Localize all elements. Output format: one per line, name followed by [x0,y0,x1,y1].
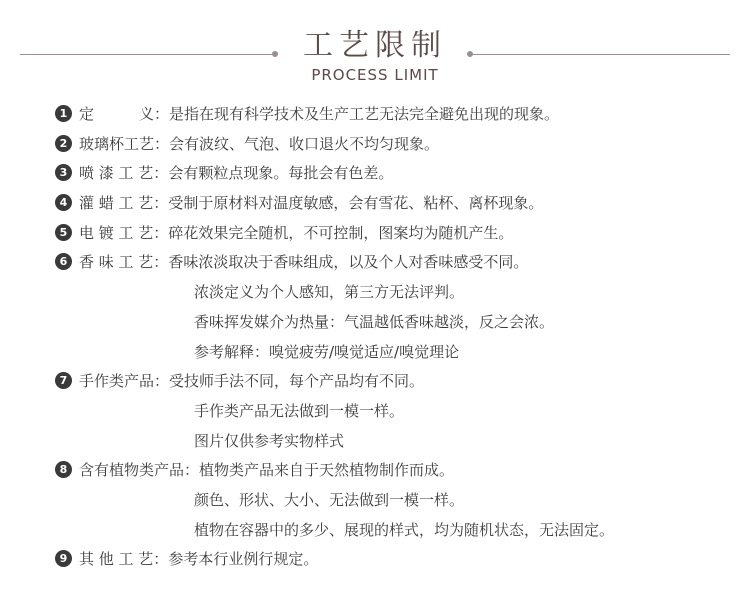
item-label: 定 义： [79,105,170,123]
number-badge: 9 [55,550,72,567]
limit-item-handmade [55,367,735,456]
number-badge: 3 [55,164,72,181]
item-description-continued: 浓淡定义为个人感知，第三方无法评判。 [194,283,465,302]
number-badge: 1 [55,105,72,122]
number-badge: 8 [55,461,72,478]
item-description-continued: 香味挥发媒介为热量：气温越低香味越淡，反之会浓。 [194,312,555,331]
right-divider-line [473,54,730,55]
item-label: 含有植物类产品： [79,461,200,480]
limit-item-definition [55,100,735,130]
item-description-continued: 植物在容器中的多少、展现的样式，均为随机状态，无法固定。 [194,520,615,539]
item-description: 会有波纹、气泡、收口退火不均匀现象。 [169,134,440,153]
header [0,0,750,95]
item-label: 电 镀 工 艺： [79,223,169,242]
limit-item-electroplating [55,219,735,249]
item-description: 参考本行业例行规定。 [168,550,319,569]
item-description: 会有颗粒点现象。每批会有色差。 [168,164,394,183]
item-description: 植物类产品来自于天然植物制作而成。 [199,461,455,480]
item-description-continued: 图片仅供参考实物样式 [194,431,345,450]
item-description: 碎花效果完全随机，不可控制，图案均为随机产生。 [168,223,514,242]
limit-list [55,100,735,575]
item-label: 灌 蜡 工 艺： [79,194,169,213]
page-subtitle: PROCESS LIMIT [311,66,439,84]
number-badge: 7 [55,372,72,389]
limit-item-glass [55,130,735,160]
number-badge: 5 [55,224,72,241]
item-description: 是指在现有科学技术及生产工艺无法完全避免出现的现象。 [169,105,560,123]
item-description-continued: 手作类产品无法做到一模一样。 [194,401,405,420]
number-badge: 4 [55,194,72,211]
limit-item-plant-products [55,456,735,545]
item-description: 受制于原材料对温度敏感，会有雪花、粘杯、离杯现象。 [168,194,544,213]
limit-item-spray-paint [55,159,735,189]
item-label: 玻璃杯工艺： [79,134,170,153]
item-description: 香味浓淡取决于香味组成，以及个人对香味感受不同。 [168,253,529,272]
item-description: 受技师手法不同，每个产品均有不同。 [169,372,425,391]
number-badge: 2 [55,135,72,152]
item-label: 香 味 工 艺： [79,253,169,272]
limit-item-fragrance [55,248,735,367]
item-label: 其 他 工 艺： [79,550,169,569]
limit-item-wax-pouring [55,189,735,219]
item-description-continued: 参考解释：嗅觉疲劳/嗅觉适应/嗅觉理论 [194,342,460,361]
item-label: 手作类产品： [79,372,170,391]
number-badge: 6 [55,253,72,270]
page-title: 工艺限制 [303,28,447,63]
limit-item-other [55,545,735,575]
item-description-continued: 颜色、形状、大小、无法做到一模一样。 [194,490,465,509]
item-label: 喷 漆 工 艺： [79,164,169,183]
